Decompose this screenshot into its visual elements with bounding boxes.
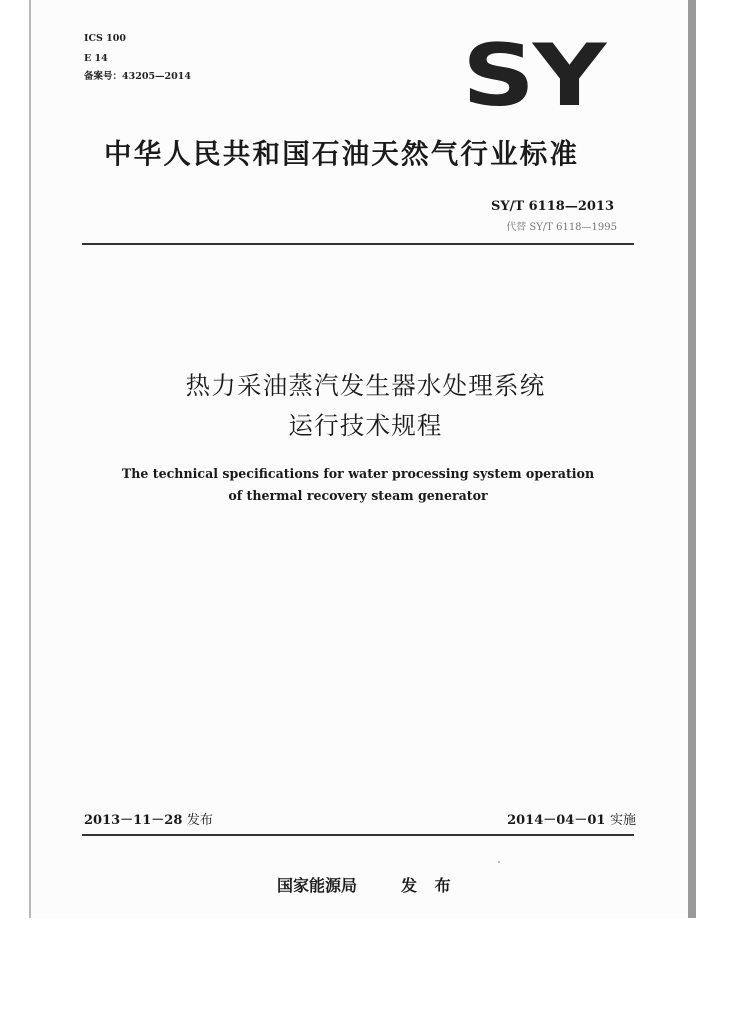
issue-date-block: [84, 809, 213, 828]
publisher-name: 国家能源局: [277, 876, 358, 895]
effective-date-block: [507, 809, 636, 828]
ccs-code: E 14: [84, 53, 108, 64]
sy-logo: SY: [462, 26, 604, 126]
ics-code: ICS 100: [84, 33, 127, 44]
publish-label: 发 布: [401, 876, 457, 895]
effective-date: 2014－04－01: [507, 813, 606, 828]
issue-date: 2013－11－28: [84, 813, 183, 828]
effective-label: 实施: [609, 813, 636, 828]
issue-label: 发布: [186, 813, 213, 828]
title-en-line-2: of thermal recovery steam generator: [228, 488, 488, 503]
record-number: 备案号：43205—2014: [84, 71, 191, 82]
standard-number: SY/T 6118—2013: [491, 199, 614, 214]
standard-category-title: 中华人民共和国石油天然气行业标准: [104, 138, 580, 170]
header-divider: [82, 243, 634, 245]
sheet-left-edge: [29, 0, 31, 918]
replaced-standard: 代替 SY/T 6118—1995: [506, 222, 617, 233]
title-cn-line-2: 运行技术规程: [288, 411, 443, 440]
title-cn-line-1: 热力采油蒸汽发生器水处理系统: [185, 371, 546, 400]
scan-speck: [498, 861, 500, 863]
title-en-line-1: The technical specifications for water processing system operation: [121, 466, 595, 481]
footer-divider: [82, 834, 634, 836]
sheet-right-edge: [688, 0, 696, 918]
